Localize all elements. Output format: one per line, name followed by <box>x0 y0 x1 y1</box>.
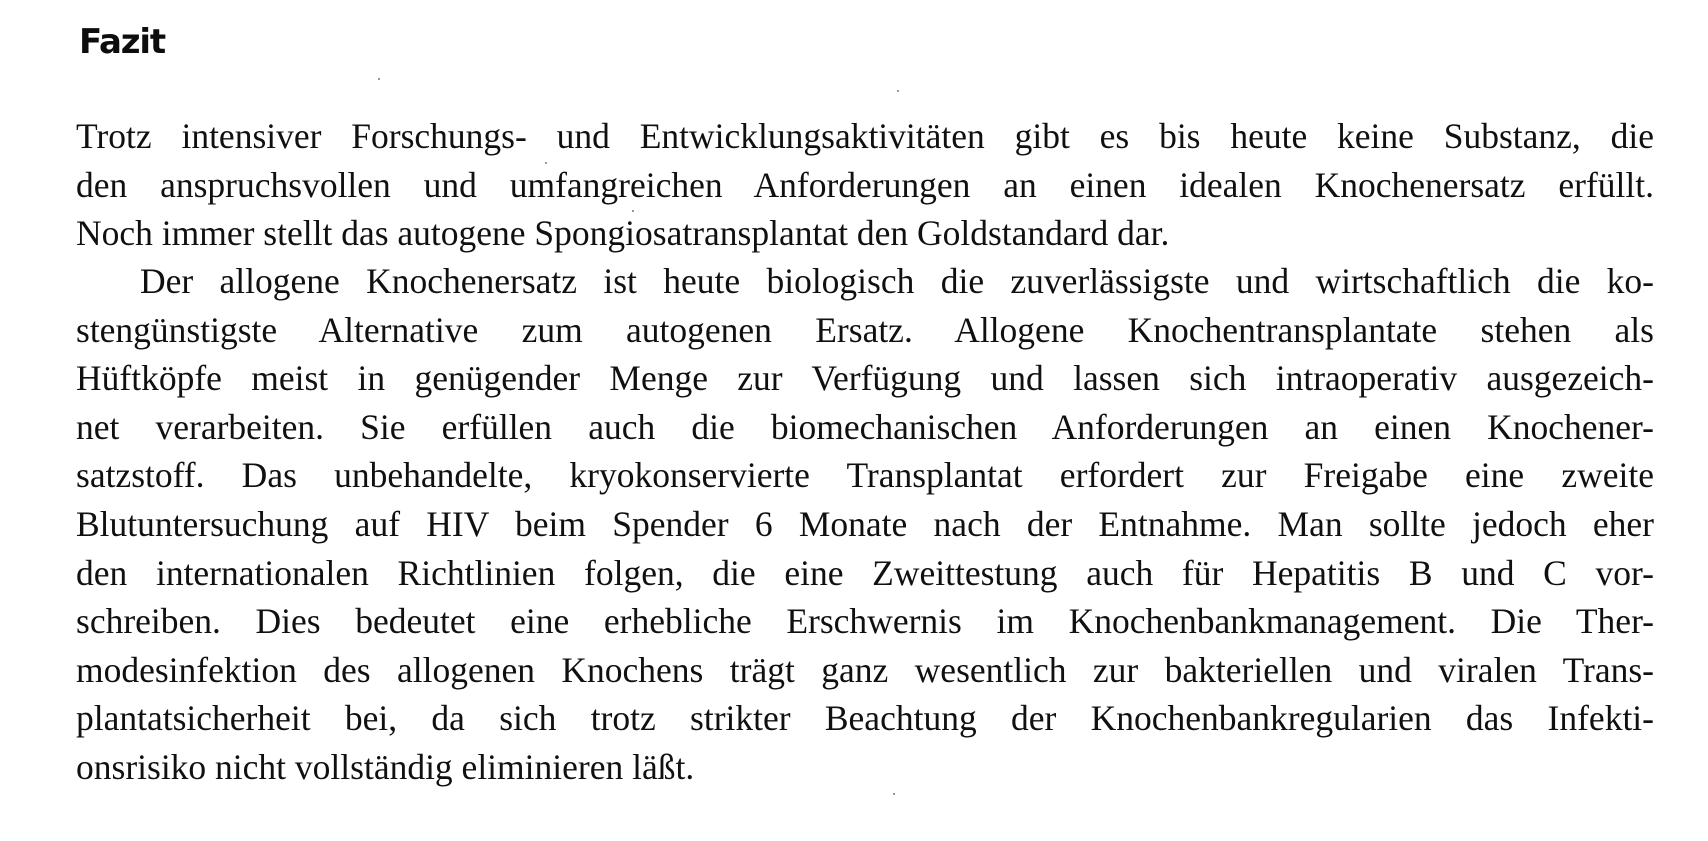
paragraph-2 <box>76 257 1654 792</box>
scan-speck <box>378 78 380 80</box>
section-heading: Fazit <box>79 22 165 62</box>
scan-speck <box>897 90 899 92</box>
text-line: net verarbeiten. Sie erfüllen auch die biomechanischen Anforderungen an einen Knochener- <box>76 406 1654 447</box>
scan-speck <box>893 793 895 795</box>
text-line: plantatsicherheit bei, da sich trotz strikter Beachtung der Knochenbankregularien das Infekti- <box>76 698 1654 739</box>
scan-speck <box>632 210 634 212</box>
text-line: Blutuntersuchung auf HIV beim Spender 6 Monate nach der Entnahme. Man sollte jedoch eher <box>76 503 1654 544</box>
text-line: Der allogene Knochenersatz ist heute biologisch die zuverlässigste und wirtschaftlich die ko- <box>140 261 1654 301</box>
text-line: satzstoff. Das unbehandelte, kryokonservierte Transplantat erfordert zur Freigabe eine zweite <box>76 455 1654 496</box>
text-line: modesinfektion des allogenen Knochens trägt ganz wesentlich zur bakteriellen und viralen Trans- <box>76 649 1654 690</box>
paragraph-1 <box>76 112 1654 258</box>
text-line: onsrisiko nicht vollständig eliminieren läßt. <box>76 746 695 787</box>
text-line: stengünstigste Alternative zum autogenen Ersatz. Allogene Knochentransplantate stehen als <box>76 309 1654 350</box>
text-line: Hüftköpfe meist in genügender Menge zur Verfügung und lassen sich intraoperativ ausgezeich- <box>76 358 1654 399</box>
text-line: schreiben. Dies bedeutet eine erhebliche Erschwernis im Knochenbankmanagement. Die Ther- <box>76 601 1654 642</box>
text-line: den internationalen Richtlinien folgen, die eine Zweittestung auch für Hepatitis B und C vor- <box>76 552 1654 593</box>
scan-speck <box>545 162 547 164</box>
text-line: Noch immer stellt das autogene Spongiosatransplantat den Goldstandard dar. <box>76 213 1170 254</box>
text-line: den anspruchsvollen und umfangreichen Anforderungen an einen idealen Knochenersatz erfüllt. <box>76 164 1654 205</box>
text-line: Trotz intensiver Forschungs- und Entwicklungsaktivitäten gibt es bis heute keine Substanz, die <box>76 116 1654 156</box>
